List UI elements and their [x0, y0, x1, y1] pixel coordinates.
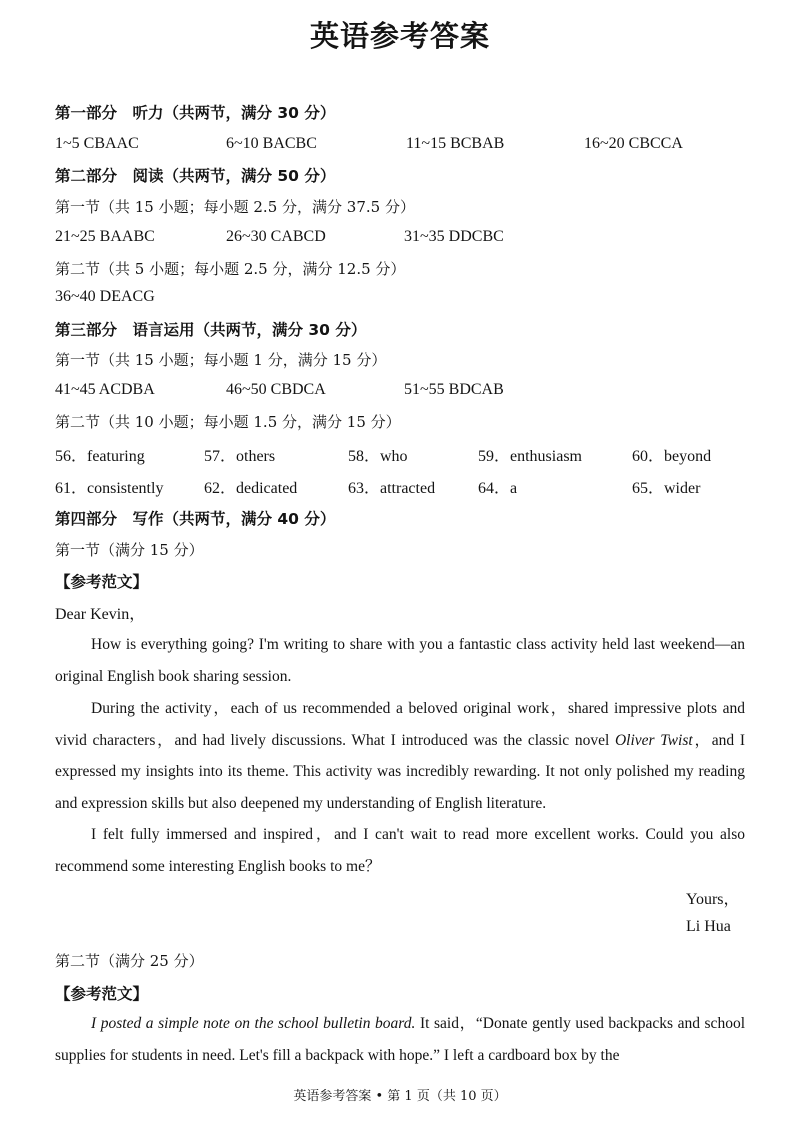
answer-group: 51~55 BDCAB	[404, 381, 504, 398]
letter-greeting: Dear Kevin，	[55, 606, 146, 623]
part3-heading: 第三部分 语言运用（共两节，满分 30 分）	[55, 321, 367, 339]
answer-group: 26~30 CABCD	[226, 228, 326, 245]
part4-section1-heading: 第一节（满分 15 分）	[55, 541, 204, 559]
essay-paragraph: During the activity，each of us recommended a beloved original work，shared impressive plots and vivid characters，and had lively discussions. What I introduced was the classic novel Oliver Twist，and I expressed my insights into its theme. This activity was incredibly rewarding. It not only polished my reading and expression skills but also deepened my understanding of English literature.	[55, 700, 745, 812]
part2-section1-heading: 第一节（共 15 小题；每小题 2.5 分，满分 37.5 分）	[55, 198, 415, 216]
blank-answer: 64．a	[478, 480, 518, 497]
book-title: Oliver Twist	[614, 731, 693, 749]
blank-answer: 59．enthusiasm	[478, 448, 582, 465]
part1-heading: 第一部分 听力（共两节，满分 30 分）	[55, 104, 336, 122]
sample-essay-label: 【参考范文】	[55, 573, 149, 591]
answer-group: 11~15 BCBAB	[406, 135, 505, 152]
answer-group: 1~5 CBAAC	[55, 135, 139, 152]
sample-essay-label: 【参考范文】	[55, 985, 149, 1003]
answer-group: 41~45 ACDBA	[55, 381, 155, 398]
letter-closing: Yours，	[686, 891, 740, 908]
part3-section1-heading: 第一节（共 15 小题；每小题 1 分，满分 15 分）	[55, 351, 387, 369]
blank-answer: 61．consistently	[55, 480, 164, 497]
part4-section2-heading: 第二节（满分 25 分）	[55, 952, 204, 970]
letter-signature: Li Hua	[686, 918, 731, 935]
essay-paragraph: How is everything going? I'm writing to share with you a fantastic class activity held last weekend—an original English book sharing session.	[55, 636, 745, 685]
answer-group: 21~25 BAABC	[55, 228, 155, 245]
blank-answer: 58．who	[348, 448, 408, 465]
part2-heading: 第二部分 阅读（共两节，满分 50 分）	[55, 167, 336, 185]
part3-section2-heading: 第二节（共 10 小题；每小题 1.5 分，满分 15 分）	[55, 413, 401, 431]
blank-answer: 63．attracted	[348, 480, 436, 497]
blank-answer: 57．others	[204, 448, 276, 465]
answer-group: 16~20 CBCCA	[584, 135, 683, 152]
answer-group: 46~50 CBDCA	[226, 381, 326, 398]
answer-group: 6~10 BACBC	[226, 135, 317, 152]
part2-section2-heading: 第二节（共 5 小题；每小题 2.5 分，满分 12.5 分）	[55, 260, 406, 278]
page-footer: 英语参考答案 • 第 1 页（共 10 页）	[293, 1089, 507, 1104]
part4-heading: 第四部分 写作（共两节，满分 40 分）	[55, 510, 336, 528]
page-title: 英语参考答案	[309, 19, 490, 53]
blank-answer: 62．dedicated	[204, 480, 298, 497]
blank-answer: 56．featuring	[55, 448, 145, 465]
essay-opening-sentence: I posted a simple note on the school bulletin board.	[91, 1015, 416, 1032]
blank-answer: 60．beyond	[632, 448, 712, 465]
answer-group: 31~35 DDCBC	[404, 228, 504, 245]
essay-paragraph: I felt fully immersed and inspired，and I can't wait to read more excellent works. Could you also recommend some interesting English books to me？	[55, 826, 745, 875]
blank-answer: 65．wider	[632, 480, 701, 497]
essay-paragraph: I posted a simple note on the school bulletin board. It said，“Donate gently used backpacks and school supplies for students in need. Let's fill a backpack with hope.” I left a cardboard box by the	[55, 1015, 745, 1064]
answer-group: 36~40 DEACG	[55, 288, 155, 305]
